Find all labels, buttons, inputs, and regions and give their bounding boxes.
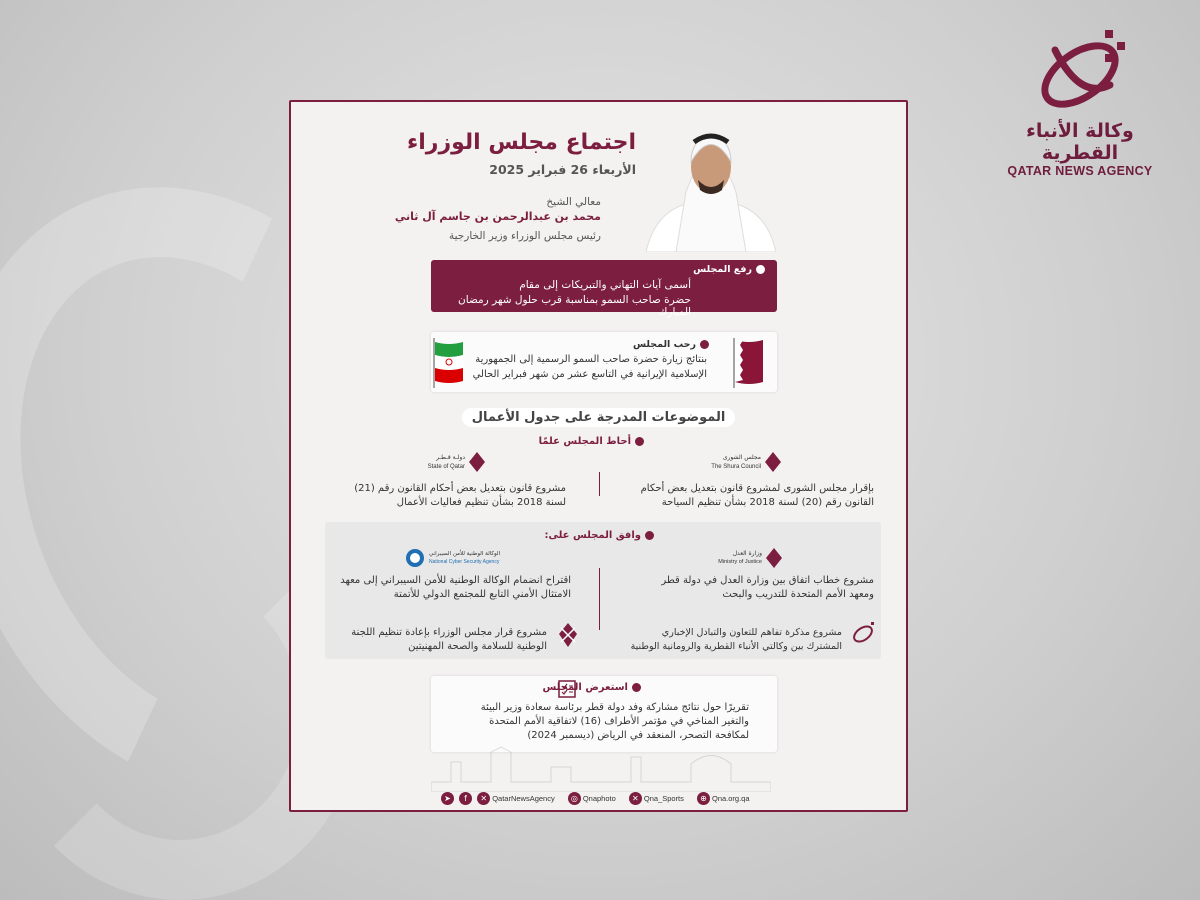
reviewed-line: لمكافحة التصحر، المنعقد في الرياض (ديسمبر 2024) [527, 730, 749, 741]
divider [599, 568, 600, 630]
bullet-icon [635, 437, 644, 446]
approved-item [321, 626, 547, 654]
person-name: محمد بن عبدالرحمن بن جاسم آل ثاني [394, 210, 601, 223]
reviewed-line: تقريرًا حول نتائج مشاركة وفد دولة قطر برئاسة سعادة وزير البيئة [480, 702, 749, 713]
svg-text:دولـة قـطـر: دولـة قـطـر [436, 454, 465, 461]
item-line: مشروع قرار مجلس الوزراء بإعادة تنظيم اللجنة [351, 627, 547, 638]
shura-council-logo [711, 448, 791, 476]
welcomed-heading: رحب المجلس [633, 339, 709, 350]
raised-line: أسمى آيات التهاني والتبريكات إلى مقام [519, 279, 691, 291]
bullet-icon [700, 340, 709, 349]
brand-name-en: QATAR NEWS AGENCY [1007, 164, 1153, 178]
item-line: الامتثال الأمني التابع للمجتمع الدولي للأتمتة [393, 589, 571, 600]
reviewed-heading: استعرض المجلس [543, 682, 641, 693]
item-line: اقتراح انضمام الوكالة الوطنية للأمن السيبراني إلى معهد [340, 575, 571, 586]
svg-text:State of Qatar: State of Qatar [427, 464, 465, 470]
reviewed-line: والتغير المناخي في مؤتمر الأطراف (16) لاتفاقية الأمم المتحدة [489, 716, 749, 727]
handle-main[interactable]: QatarNewsAgency [492, 794, 555, 803]
noted-item [321, 482, 566, 510]
raised-line: حضرة صاحب السمو بمناسبة قرب حلول شهر رمضان المبارك [458, 294, 691, 318]
approved-item [602, 626, 842, 654]
skyline-decoration [431, 742, 771, 792]
meeting-date: الأربعاء 26 فبراير 2025 [489, 162, 636, 177]
approved-item [321, 574, 571, 602]
instagram-icon[interactable]: ◎ [568, 792, 581, 805]
svg-text:Ministry of Justice: Ministry of Justice [718, 559, 762, 565]
welcomed-line: الإسلامية الإيرانية في التاسع عشر من شهر فبراير الحالي [472, 369, 707, 380]
item-line: ومعهد الأمم المتحدة للتدريب والبحث [722, 589, 874, 600]
person-honorific: معالي الشيخ [546, 196, 601, 208]
item-line: القانون رقم (20) لسنة 2018 بشأن تنظيم السياحة [661, 497, 874, 508]
agenda-title: الموضوعات المدرجة على جدول الأعمال [291, 408, 906, 427]
x-icon[interactable]: ✕ [477, 792, 490, 805]
state-emblem-icon [553, 620, 583, 650]
reviewed-section [431, 676, 777, 752]
cyber-security-agency-logo [403, 546, 513, 570]
handle-photo[interactable]: Qnaphoto [582, 794, 616, 803]
svg-text:وزارة العدل: وزارة العدل [732, 550, 762, 557]
approved-item [624, 574, 874, 602]
svg-text:الوكالة الوطنية للأمن السيبران: الوكالة الوطنية للأمن السيبراني [429, 551, 501, 557]
noted-item [629, 482, 874, 510]
state-of-qatar-logo [411, 448, 491, 476]
welcomed-line: بنتائج زيارة حضرة صاحب السمو الرسمية إلى الجمهورية [475, 354, 707, 365]
website-link[interactable]: Qna.org.qa [711, 794, 750, 803]
brand-logo [1000, 20, 1160, 178]
item-line: مشروع قانون بتعديل بعض أحكام القانون رقم (21) [354, 483, 566, 494]
person-title: رئيس مجلس الوزراء وزير الخارجية [448, 230, 601, 242]
divider [599, 472, 600, 496]
handle-sports[interactable]: Qna_Sports [643, 794, 684, 803]
welcomed-section [431, 332, 777, 392]
qna-logo-icon [1025, 20, 1135, 120]
telegram-icon[interactable]: ➤ [441, 792, 454, 805]
page-title: اجتماع مجلس الوزراء [406, 130, 636, 155]
bullet-icon [645, 531, 654, 540]
raised-heading: رفع المجلس [693, 264, 765, 275]
iran-flag-icon [431, 336, 465, 388]
approved-heading: وافق المجلس على: [544, 530, 654, 541]
item-line: مشروع مذكرة تفاهم للتعاون والتبادل الإخباري [661, 627, 842, 638]
facebook-icon[interactable]: f [459, 792, 472, 805]
x-icon[interactable]: ✕ [629, 792, 642, 805]
infographic-card [289, 100, 908, 812]
noted-heading: أحاط المجلس علمًا [539, 436, 644, 447]
social-footer [441, 788, 771, 804]
svg-text:مجلس الشورى: مجلس الشورى [722, 454, 761, 461]
item-line: بإقرار مجلس الشورى لمشروع قانون بتعديل بعض أحكام [640, 483, 874, 494]
raised-section [431, 260, 777, 318]
bullet-icon [632, 683, 641, 692]
globe-icon[interactable]: ⊕ [697, 792, 710, 805]
item-line: الوطنية للسلامة والصحة المهنيتين [408, 641, 547, 652]
item-line: المشترك بين وكالتي الأنباء القطرية والرومانية الوطنية [630, 641, 842, 652]
svg-text:The Shura Council: The Shura Council [711, 464, 761, 470]
bullet-icon [756, 265, 765, 274]
brand-name-ar: وكالة الأنباء القطرية [1026, 120, 1134, 164]
qatar-flag-icon [731, 336, 765, 388]
svg-text:National Cyber Security Agency: National Cyber Security Agency [429, 559, 500, 565]
qna-small-logo-icon [847, 620, 879, 650]
item-line: لسنة 2018 بشأن تنظيم فعاليات الأعمال [396, 497, 566, 508]
ministry-of-justice-logo [716, 546, 786, 570]
minister-portrait [636, 112, 786, 252]
item-line: مشروع خطاب اتفاق بين وزارة العدل في دولة قطر [661, 575, 874, 586]
